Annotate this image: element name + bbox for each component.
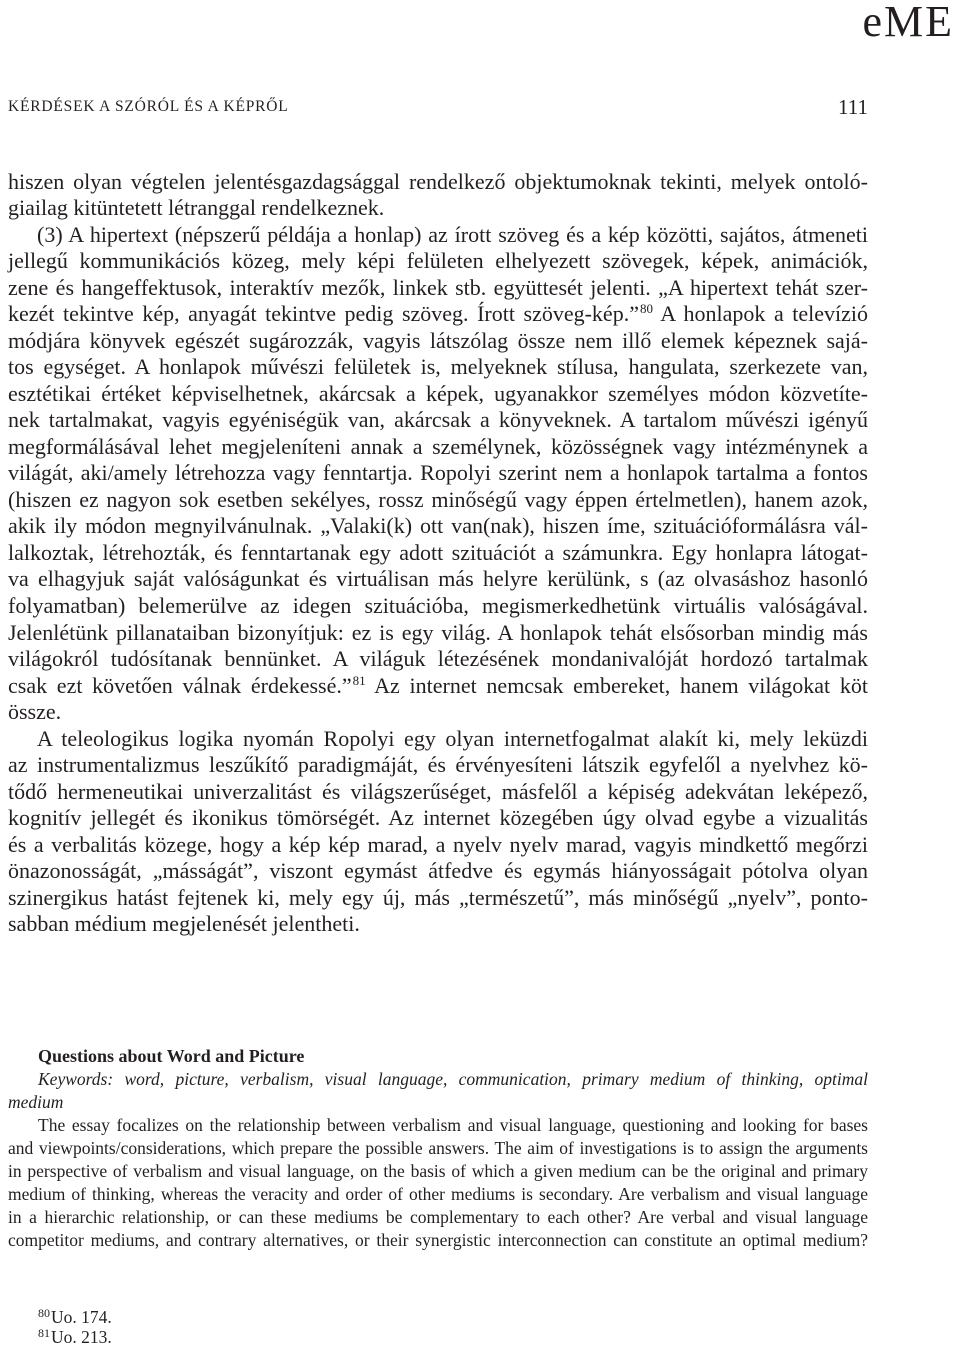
line-text <box>8 1230 868 1250</box>
abstract-text <box>8 1114 868 1252</box>
line-segment: össze. <box>8 699 62 725</box>
abstract-line <box>8 1183 868 1206</box>
footnote-ref: 80 <box>639 301 653 317</box>
body-line <box>8 169 868 196</box>
line-segment: világát, aki/amely létrehozza vagy fenntartja. Ropolyi szerint nem a honlapok tartalma a fontos <box>8 460 868 486</box>
line-segment: lalkoztak, létrehozták, és fenntartanak egy adott szituációt a számunkra. Egy honlapra látogat- <box>8 539 868 565</box>
line-text <box>8 1138 868 1158</box>
line-segment: tos egységet. A honlapok művészi felületek is, melyeknek stílusa, hangulata, szerkezete van, <box>8 354 868 380</box>
line-text <box>8 805 868 830</box>
line-segment: giailag kitüntetett létranggal rendelkeznek. <box>8 195 385 221</box>
body-line <box>8 540 868 567</box>
body-line <box>8 222 868 249</box>
line-segment: tődő hermeneutikai univerzalitást és világszerűséget, másfelől a képiség adekvátan leképező, <box>8 778 868 804</box>
line-text <box>37 222 868 247</box>
line-segment: jellegű kommunikációs közeg, mely képi felületen elhelyezett szövegek, képek, animációk, <box>8 248 868 274</box>
body-line <box>8 726 868 753</box>
body-line <box>8 593 868 620</box>
footnote-number: 81 <box>38 1326 50 1340</box>
body-line <box>8 646 868 673</box>
line-text <box>8 593 868 618</box>
abstract-line <box>8 1160 868 1183</box>
line-text <box>8 540 868 565</box>
line-segment: folyamatban) belemerülve az idegen szituációba, megismerkedhetünk virtuális valóságával. <box>8 593 868 618</box>
line-segment: medium of thinking, whereas the veracity and order of other mediums is secondary. Are verbalism and visual language <box>8 1184 868 1204</box>
line-segment: hiszen olyan végtelen jelentésgazdagsággal rendelkező objektumoknak tekinti, melyek ontoló- <box>8 168 868 194</box>
line-segment: in a hierarchic relationship, or can these mediums be complementary to each other? Are verbal and visual language <box>8 1207 868 1227</box>
line-segment: kezét tekintve kép, anyagát tekintve pedig szöveg. Írott szöveg-kép.” <box>8 301 639 327</box>
line-segment: szinergikus hatást fejtenek ki, mely egy új, más „természetű”, más minőségű „nyelv”, ponto- <box>8 884 868 910</box>
line-segment: Keywords: word, picture, verbalism, visual language, communication, primary medium of thinking, optimal <box>38 1069 868 1089</box>
line-text <box>8 195 384 220</box>
line-segment: (3) A hipertext (népszerű példája a honlap) az írott szöveg és a kép közötti, sajátos, átmeneti <box>37 221 868 247</box>
line-segment: and viewpoints/considerations, which prepare the possible answers. The aim of investigations is to assign the arguments <box>8 1138 868 1158</box>
abstract-title: Questions about Word and Picture <box>38 1046 305 1066</box>
line-segment: The essay focalizes on the relationship between verbalism and visual language, questioning and looking for bases <box>38 1115 868 1135</box>
line-segment: competitor mediums, and contrary alternatives, or their synergistic interconnection can constitute an optimal medium? <box>8 1230 868 1250</box>
paragraph <box>8 169 868 222</box>
body-line <box>8 195 868 222</box>
line-segment: nek tartalmakat, vagyis egyéniségük van, akárcsak a könyveknek. A tartalom művészi igényű <box>8 407 868 433</box>
line-segment: medium <box>8 1092 64 1112</box>
paragraph <box>8 726 868 938</box>
line-text <box>8 1161 868 1181</box>
footnote-ref: 81 <box>352 672 366 688</box>
line-segment: A honlapok a televízió <box>652 301 868 327</box>
keywords-line <box>8 1091 868 1114</box>
body-line <box>8 328 868 355</box>
line-segment: sabban médium megjelenését jelentheti. <box>8 911 360 937</box>
line-segment: módjára könyvek egészét sugározzák, vagyis látszólag össze nem illő elemek képeznek sajá- <box>8 327 868 353</box>
line-text <box>8 779 868 804</box>
abstract-line <box>8 1137 868 1160</box>
body-line <box>8 407 868 434</box>
line-segment: és a verbalitás közege, hogy a kép kép marad, a nyelv nyelv marad, vagyis mindkettő megőrzi <box>8 831 868 857</box>
footnote-text: Uo. 174. <box>51 1307 112 1327</box>
keywords <box>8 1068 868 1114</box>
line-text <box>38 1115 868 1135</box>
footnote-number: 80 <box>38 1306 50 1320</box>
body-line <box>8 566 868 593</box>
line-text <box>8 169 868 194</box>
line-segment: akik ily módon megnyilvánulnak. „Valaki(k) ott van(nak), hiszen íme, szituációformálásra vál- <box>8 513 868 539</box>
body-line <box>8 275 868 302</box>
abstract-line <box>8 1229 868 1252</box>
line-text <box>8 301 868 326</box>
line-text <box>8 1207 868 1227</box>
journal-logo: eME <box>862 0 954 46</box>
body-line <box>8 805 868 832</box>
line-segment: világokról tudósítanak bennünket. A világuk létezésének mondanivalóját hordozó tartalmak <box>8 646 868 672</box>
body-line <box>8 911 868 938</box>
body-line <box>8 301 868 328</box>
line-segment: Jelenlétünk pillanataiban bizonyítjuk: ez is egy világ. A honlapok tehát elsősorban mindig más <box>8 619 868 645</box>
body-line <box>8 620 868 647</box>
line-text <box>8 832 868 857</box>
line-text <box>8 673 868 698</box>
abstract-line <box>8 1114 868 1137</box>
line-text <box>8 699 61 724</box>
body-line <box>8 673 868 700</box>
body-line <box>8 513 868 540</box>
line-text <box>8 513 868 538</box>
line-text <box>8 566 868 591</box>
body-line <box>8 460 868 487</box>
line-segment: csak ezt követően válnak érdekessé.” <box>8 672 352 698</box>
body-line <box>8 699 868 726</box>
body-line <box>8 832 868 859</box>
line-text <box>8 487 868 512</box>
line-text <box>8 434 868 459</box>
page-number: 111 <box>838 95 868 119</box>
running-head: KÉRDÉSEK A SZÓRÓL ÉS A KÉPRŐL <box>8 98 289 115</box>
line-text <box>38 1069 868 1089</box>
body-line <box>8 354 868 381</box>
line-segment: esztétikai értéket képviselhetnek, akárcsak a képek, ugyanakkor személyes módon közvetíte- <box>8 380 868 406</box>
body-line <box>8 858 868 885</box>
footnote-text: Uo. 213. <box>51 1327 112 1347</box>
body-line <box>8 779 868 806</box>
line-text <box>8 858 868 883</box>
english-abstract <box>8 1045 868 1252</box>
line-text <box>8 275 868 300</box>
body-line <box>8 752 868 779</box>
body-line <box>8 487 868 514</box>
line-text <box>8 885 868 910</box>
line-text <box>8 407 868 432</box>
keywords-line <box>8 1068 868 1091</box>
line-text <box>8 381 868 406</box>
line-segment: önazonosságát, „másságát”, viszont egymást átfedve és egymás hiányosságait pótolva olyan <box>8 858 868 884</box>
line-text <box>8 354 868 379</box>
line-segment: az instrumentalizmus leszűkítő paradigmáját, és érvényesíteni látszik egyfelől a nyelvhez kö- <box>8 752 868 778</box>
main-text <box>8 169 868 938</box>
line-text <box>8 1184 868 1204</box>
line-text <box>37 726 868 751</box>
body-line <box>8 434 868 461</box>
line-text <box>8 646 868 671</box>
line-text <box>8 911 360 936</box>
line-segment: in perspective of verbalism and visual language, on the basis of which a given medium can be the original and primary <box>8 1161 868 1181</box>
line-segment: va elhagyjuk saját valóságunkat és virtuálisan más helyre kerülünk, s (az olvasáshoz hasonló <box>8 566 868 592</box>
footnote <box>38 1307 112 1327</box>
line-segment: kognitív jellegét és ikonikus tömörségét. Az internet közegében úgy olvad egybe a vizualitás <box>8 805 868 831</box>
line-segment: Az internet nemcsak embereket, hanem világokat köt <box>365 672 868 698</box>
line-segment: megformálásával lehet megjeleníteni annak a személynek, közösségnek vagy intézménynek a <box>8 433 868 459</box>
body-line <box>8 248 868 275</box>
line-segment: zene és hangeffektusok, interaktív mezők, linkek stb. együttesét jelenti. „A hipertext tehát szer- <box>8 274 868 300</box>
footnote <box>38 1327 112 1347</box>
line-text <box>8 620 868 645</box>
line-text <box>8 248 868 273</box>
line-text <box>8 1092 63 1112</box>
line-segment: (hiszen ez nagyon sok esetben sekélyes, rossz minőségű vagy éppen értelmetlen), hanem azok, <box>8 486 868 512</box>
footnotes <box>38 1307 112 1347</box>
line-text <box>8 752 868 777</box>
line-segment: A teleologikus logika nyomán Ropolyi egy olyan internetfogalmat alakít ki, mely leküzdi <box>37 725 868 751</box>
line-text <box>8 460 868 485</box>
body-line <box>8 885 868 912</box>
body-line <box>8 381 868 408</box>
line-text <box>8 328 868 353</box>
paragraph <box>8 222 868 726</box>
abstract-line <box>8 1206 868 1229</box>
